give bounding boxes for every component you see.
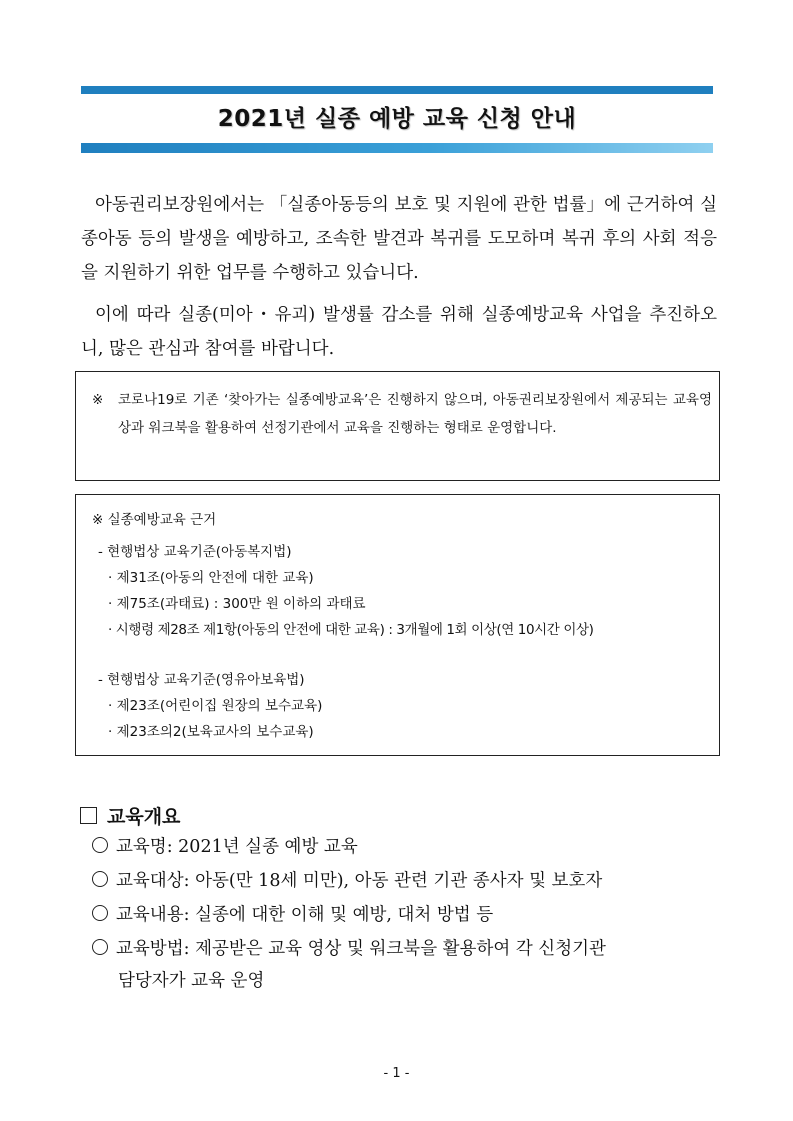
basis-group2-item: · 제23조의2(보육교사의 보수교육) [108,724,314,740]
basis-box [75,494,720,756]
overview-item-continuation: 담당자가 교육 운영 [118,971,265,991]
basis-group1-item: · 제75조(과태료) : 300만 원 이하의 과태료 [108,596,366,612]
intro-paragraph-2: 이에 따라 실종(미아・유괴) 발생률 감소를 위해 실종예방교육 사업을 추진하오니, 많은 관심과 참여를 바랍니다. [81,305,717,359]
title-bottom-rule [81,143,713,153]
notice-text: 코로나19로 기존 ‘찾아가는 실종예방교육’은 진행하지 않으며, 아동권리보장원에서 제공되는 교육영상과 워크북을 활용하여 선정기관에서 교육을 진행하는 형태로 운영합니다. [118,392,712,436]
page-number: - 1 - [383,1066,410,1081]
square-bullet-icon [80,807,97,824]
intro-paragraph-1: 아동권리보장원에서는 「실종아동등의 보호 및 지원에 관한 법률」에 근거하여 실종아동 등의 발생을 예방하고, 조속한 발견과 복귀를 도모하며 복귀 후의 사회 적응을 지원하기 위한 업무를 수행하고 있습니다. [81,195,717,283]
basis-group1-item: · 제31조(아동의 안전에 대한 교육) [108,570,314,586]
circle-bullet-icon [92,939,108,955]
basis-heading: ※ 실종예방교육 근거 [92,512,217,528]
title-top-rule [81,86,713,94]
reference-mark-icon: ※ [92,392,104,408]
basis-group2-item: · 제23조(어린이집 원장의 보수교육) [108,698,323,714]
overview-item: 교육방법: 제공받은 교육 영상 및 워크북을 활용하여 각 신청기관 [92,932,722,966]
basis-group1-title: - 현행법상 교육기준(아동복지법) [98,544,292,560]
notice-box [75,371,720,481]
overview-item: 교육대상: 아동(만 18세 미만), 아동 관련 기관 종사자 및 보호자 [92,864,722,898]
overview-item: 교육내용: 실종에 대한 이해 및 예방, 대처 방법 등 [92,898,722,932]
section-heading: 교육개요 [80,802,180,832]
circle-bullet-icon [92,871,108,887]
circle-bullet-icon [92,905,108,921]
overview-item: 교육명: 2021년 실종 예방 교육 [92,830,722,864]
basis-group2-title: - 현행법상 교육기준(영유아보육법) [98,672,305,688]
basis-group1-item: · 시행령 제28조 제1항(아동의 안전에 대한 교육) : 3개월에 1회 이상(연 10시간 이상) [108,622,594,638]
circle-bullet-icon [92,837,108,853]
notice-note [92,386,712,442]
page-title: 2021년 실종 예방 교육 신청 안내 [217,106,577,132]
